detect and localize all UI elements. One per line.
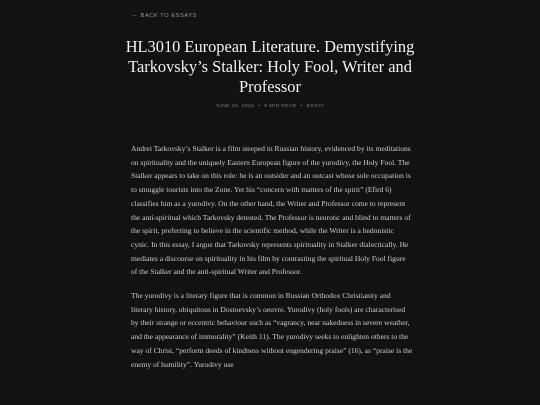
article-body [131, 142, 413, 381]
article-read-time: 8 MIN READ [264, 104, 297, 109]
meta-separator: • [300, 104, 303, 109]
article-title: HL3010 European Literature. Demystifying Tarkovsky’s Stalker: Holy Fool, Writer and Professor [125, 37, 415, 96]
back-to-essays-label: BACK TO ESSAYS [140, 12, 197, 19]
back-to-essays-link[interactable] [131, 12, 197, 19]
article-paragraph: The yurodivy is a literary figure that is common in Russian Orthodox Christianity and literary history, ubiquitous in Dostoevsky’s oeuvre. Yurodivy (holy fools) are characterised by their strange or eccentric behaviour such as “vagrancy, near nakedness in severe weather, and the appearance of immorality” (Keith 11). The yurodivy seeks to enlighten others to the way of Christ, “perform deeds of kindness without engendering praise” (16), as “praise is the enemy of humility”. Yurodivy use [131, 291, 413, 369]
article-paragraph: Andrei Tarkovsky’s Stalker is a film steeped in Russian history, evidenced by its meditations on spirituality and the uniquely Eastern European figure of the yurodivy, the Holy Fool. The Stalker appears to take on this role: he is an outsider and an outcast whose sole occupation is to smuggle tourists into the Zone. Yet his “concern with matters of the spirit” (Efird 6) classifies him as a yurodivy. On the other hand, the Writer and Professor come to represent the anti-spiritual which Tarkovsky detested. The Professor is neurotic and blind to matters of the spirit, preferring to believe in the scientific method, while the Writer is a hedonistic cynic. In this essay, I argue that Tarkovsky represents spirituality in Stalker dialectically. He mediates a discourse on spirituality in his film by contrasting the spiritual Holy Fool figure of the Stalker and the anti-spiritual Writer and Professor. [131, 144, 411, 277]
article-meta [110, 104, 430, 109]
arrow-left-icon: ← [131, 12, 139, 19]
article-date: JUNE 20, 2024 [215, 104, 255, 109]
meta-separator: • [258, 104, 261, 109]
article-category-link[interactable]: ESSAY [306, 104, 325, 109]
